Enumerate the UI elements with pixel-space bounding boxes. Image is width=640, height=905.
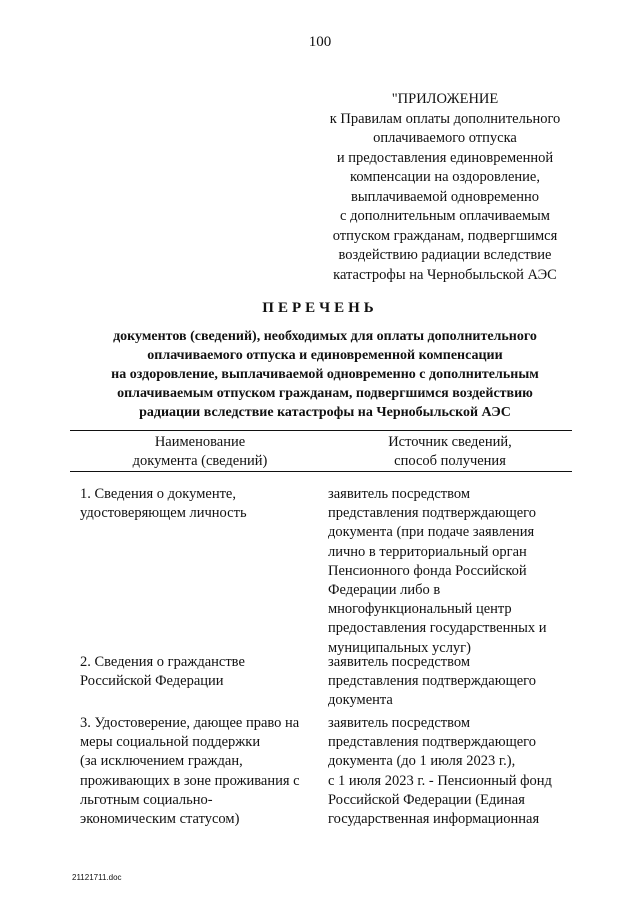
appendix-line: с дополнительным оплачиваемым — [340, 208, 550, 224]
cell-line: представления подтверждающего — [328, 734, 537, 751]
row-source — [328, 714, 578, 829]
cell-line: проживающих в зоне проживания с — [80, 772, 300, 789]
appendix-header — [300, 90, 590, 285]
cell-line: Федерации либо в — [328, 582, 441, 599]
cell-line: предоставления государственных и — [328, 620, 547, 637]
cell-line: меры социальной поддержки — [80, 734, 261, 751]
cell-line: муниципальных услуг) — [328, 639, 471, 656]
cell-line: с 1 июля 2023 г. - Пенсионный фонд — [328, 772, 552, 789]
row-source — [328, 653, 578, 711]
cell-line: заявитель посредством — [328, 486, 471, 502]
appendix-line: воздействию радиации вследствие — [338, 247, 552, 263]
row-document-name — [80, 714, 320, 829]
document-subtitle — [60, 327, 590, 422]
table-header-rule — [70, 471, 572, 472]
cell-line: 3. Удостоверение, дающее право на — [80, 715, 300, 731]
cell-line: документа (до 1 июля 2023 г.), — [328, 753, 516, 770]
footer-file-code: 21121711.doc — [72, 873, 122, 882]
document-title: ПЕРЕЧЕНЬ — [262, 300, 378, 316]
cell-line: представления подтверждающего — [328, 673, 537, 690]
cell-line: многофункциональный центр — [328, 601, 512, 618]
subtitle-line: оплачиваемым отпуском гражданам, подвергшимся воздействию — [117, 386, 533, 401]
appendix-line: отпуском гражданам, подвергшимся — [332, 227, 558, 244]
cell-line: документа — [328, 692, 393, 709]
column-header-line: документа (сведений) — [132, 453, 268, 469]
cell-line: (за исключением граждан, — [80, 753, 243, 770]
appendix-line: к Правилам оплаты дополнительного — [329, 110, 561, 127]
column-header-line: Наименование — [154, 434, 246, 450]
row-source — [328, 485, 578, 658]
cell-line: экономическим статусом) — [80, 811, 240, 828]
cell-line: Пенсионного фонда Российской — [328, 562, 527, 579]
column-header-document-name — [80, 433, 320, 471]
cell-line: 2. Сведения о гражданстве — [80, 654, 245, 670]
cell-line: 1. Сведения о документе, — [80, 486, 236, 502]
appendix-line: катастрофы на Чернобыльской АЭС — [333, 266, 557, 283]
row-document-name — [80, 485, 320, 523]
table-top-rule — [70, 430, 572, 431]
cell-line: документа (при подаче заявления — [328, 524, 535, 541]
row-document-name — [80, 653, 320, 691]
appendix-line: оплачиваемого отпуска — [373, 130, 517, 146]
subtitle-line: на оздоровление, выплачиваемой одновременно с дополнительным — [111, 367, 539, 382]
subtitle-line: оплачиваемого отпуска и единовременной компенсации — [147, 348, 503, 363]
appendix-line: выплачиваемой одновременно — [351, 188, 539, 205]
appendix-line: компенсации на оздоровление, — [350, 169, 540, 185]
cell-line: Российской Федерации (Единая — [328, 791, 525, 808]
cell-line: Российской Федерации — [80, 673, 224, 690]
appendix-heading: "ПРИЛОЖЕНИЕ — [391, 91, 499, 107]
column-header-source — [330, 433, 570, 471]
subtitle-line: документов (сведений), необходимых для оплаты дополнительного — [113, 329, 537, 344]
cell-line: заявитель посредством — [328, 715, 471, 731]
appendix-line: и предоставления единовременной — [336, 149, 554, 166]
cell-line: лично в территориальный орган — [328, 543, 527, 560]
column-header-line: Источник сведений, — [388, 434, 512, 450]
column-header-line: способ получения — [394, 453, 506, 469]
cell-line: заявитель посредством — [328, 654, 471, 670]
cell-line: льготным социально- — [80, 791, 213, 808]
cell-line: представления подтверждающего — [328, 505, 537, 522]
subtitle-line: радиации вследствие катастрофы на Чернобыльской АЭС — [139, 405, 511, 420]
page-number: 100 — [308, 34, 332, 50]
cell-line: государственная информационная — [328, 811, 540, 828]
cell-line: удостоверяющем личность — [80, 505, 247, 522]
